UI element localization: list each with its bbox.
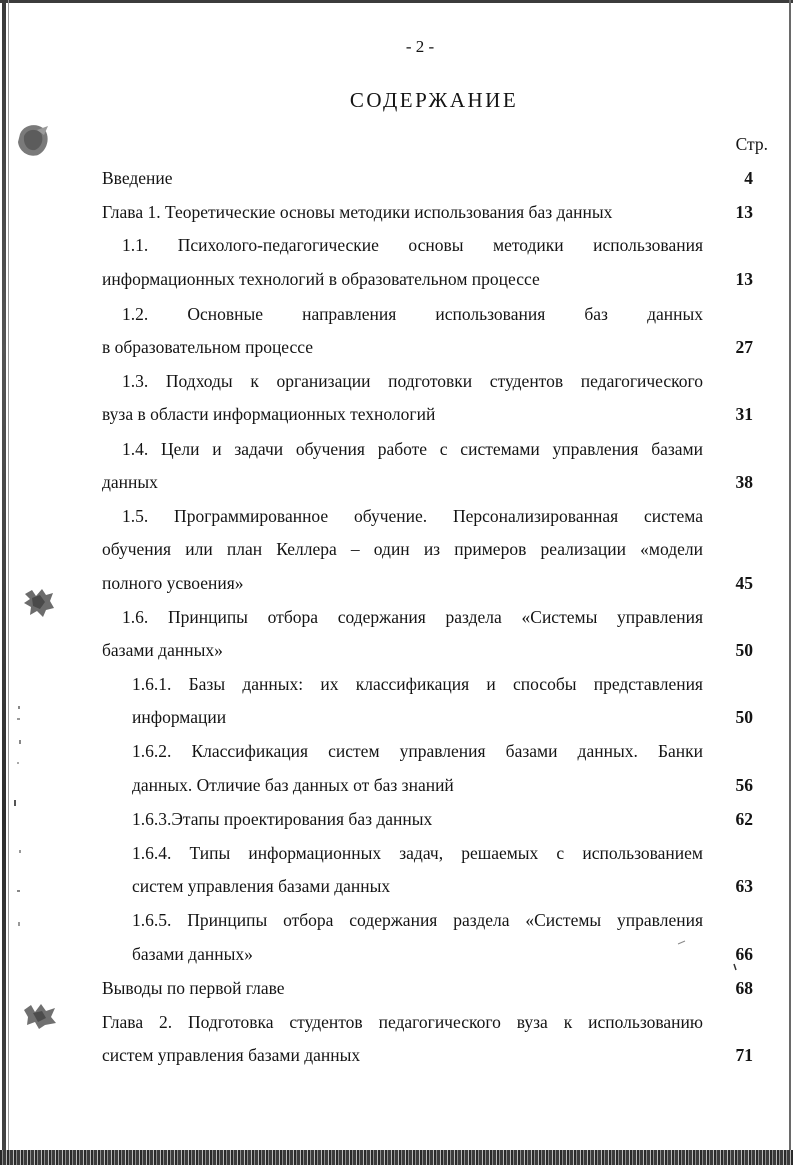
toc-page-number: 38 [735,472,753,492]
toc-page-number: 4 [744,168,753,188]
toc-page-number: 50 [735,707,753,727]
toc-entry-intro: Введение [102,168,173,188]
toc-entry-chapter-1-conclusions: Выводы по первой главе [102,978,285,998]
toc-page-number: 27 [735,337,753,357]
toc-entry-chapter-1: Глава 1. Теоретические основы методики использования баз данных [102,202,613,222]
toc-entry-1-6-3: 1.6.3.Этапы проектирования баз данных [132,809,433,829]
toc-entry-1-6-5-line: 1.6.5. Принципы отбора содержания раздела «Системы управления [132,910,703,930]
toc-page-number: 62 [735,809,753,829]
page-number: - 2 - [405,37,435,56]
toc-page-number: 45 [735,573,753,593]
toc-entry-1-5-line: полного усвоения» [102,573,244,593]
toc-entry-1-6-1-line: информации [132,707,227,727]
toc-entry-1-6-4-line: систем управления базами данных [132,876,391,896]
toc-page-number: 66 [735,944,753,964]
scan-blot-middle [22,586,56,620]
toc-entry-1-1-line: 1.1. Психолого-педагогические основы методики использования [122,235,703,255]
toc-entry-1-6-4-line: 1.6.4. Типы информационных задач, решаемых с использованием [132,843,703,863]
toc-page-number: 63 [735,876,753,896]
toc-entry-1-2-line: в образовательном процессе [102,337,314,357]
toc-entry-1-3-line: вуза в области информационных технологий [102,404,436,424]
toc-entry-1-5-line: обучения или план Келлера – один из примеров реализации «модели [102,539,703,559]
toc-page-number: 56 [735,775,753,795]
toc-entry-1-6-2-line: данных. Отличие баз данных от баз знаний [132,775,454,795]
toc-entry-1-4-line: 1.4. Цели и задачи обучения работе с системами управления базами [122,439,703,459]
toc-entry-chapter-2-line: Глава 2. Подготовка студентов педагогического вуза к использованию [102,1012,703,1032]
scan-edge-left-line [8,0,9,1165]
scan-specks-left [12,700,26,940]
toc-entry-1-3-line: 1.3. Подходы к организации подготовки студентов педагогического [122,371,703,391]
scan-blot-hole-punch [14,120,52,160]
toc-entry-1-2-line: 1.2. Основные направления использования баз данных [122,304,703,324]
scan-edge-left [2,0,6,1165]
toc-page-number: 71 [735,1045,753,1065]
toc-entry-1-6-5-line: базами данных» [132,944,253,964]
toc-page-number: 13 [735,202,753,222]
scan-edge-top [0,0,793,3]
page-column-header: Стр. [735,134,768,154]
toc-entry-chapter-2-line: систем управления базами данных [102,1045,361,1065]
toc-entry-1-4-line: данных [102,472,158,492]
scan-edge-bottom [0,1150,793,1165]
toc-page-number: 50 [735,640,753,660]
scan-blot-lower [22,1000,58,1030]
toc-entry-1-6-line: базами данных» [102,640,223,660]
page-title: СОДЕРЖАНИЕ [349,88,519,112]
toc-entry-1-1-line: информационных технологий в образовательном процессе [102,269,540,289]
scan-edge-right [789,0,791,1165]
toc-page-number: 31 [735,404,753,424]
toc-entry-1-6-2-line: 1.6.2. Классификация систем управления базами данных. Банки [132,741,703,761]
toc-entry-1-6-line: 1.6. Принципы отбора содержания раздела «Системы управления [122,607,703,627]
toc-page-number: 68 [735,978,753,998]
toc-page-number: 13 [735,269,753,289]
toc-entry-1-5-line: 1.5. Программированное обучение. Персонализированная система [122,506,703,526]
toc-entry-1-6-1-line: 1.6.1. Базы данных: их классификация и способы представления [132,674,703,694]
